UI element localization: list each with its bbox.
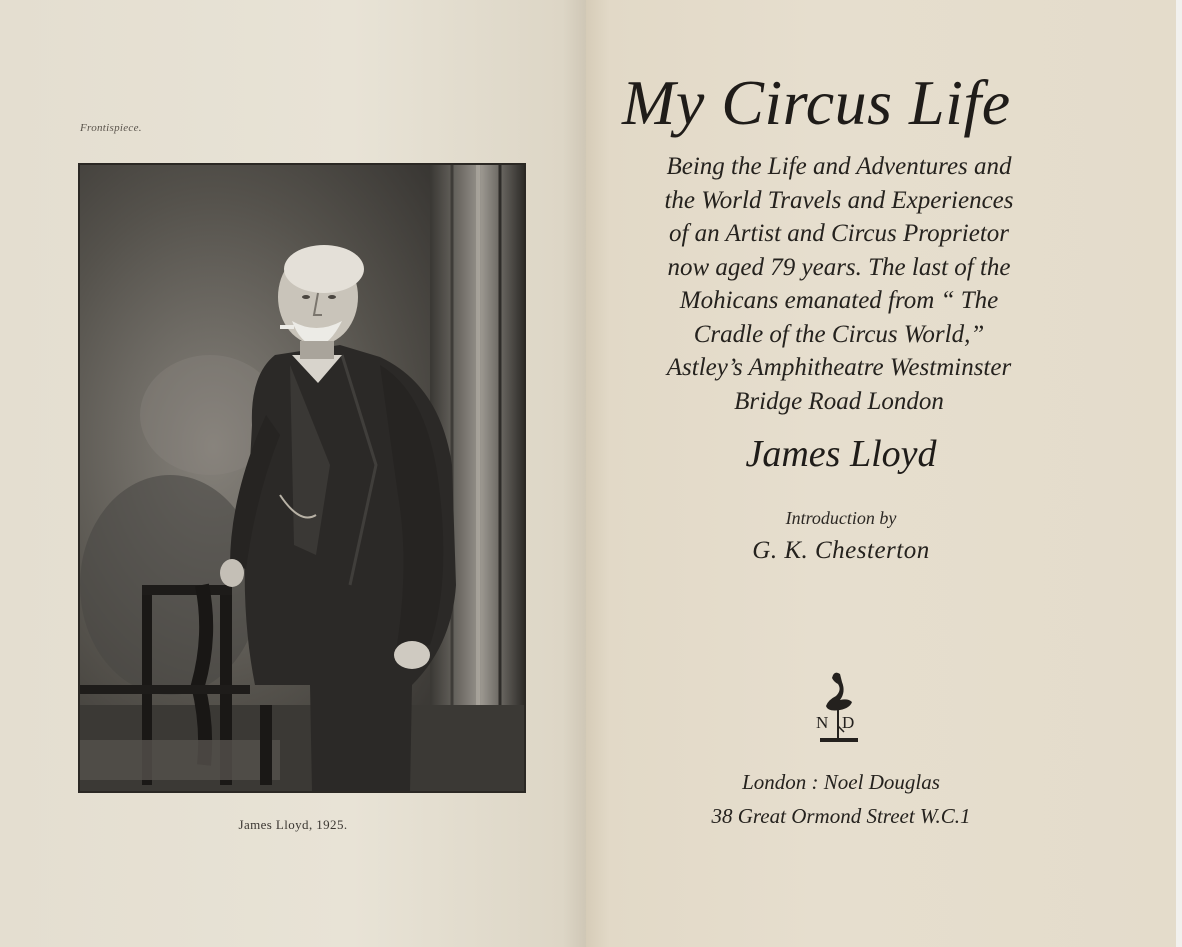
subtitle-line: Astley’s Amphitheatre Westminster (666, 354, 1012, 381)
publisher-address: 38 Great Ormond Street W.C.1 (711, 804, 971, 828)
publisher-line: London : Noel Douglas (742, 770, 940, 794)
introduction-author: G. K. Chesterton (752, 537, 930, 564)
subtitle-line: of an Artist and Circus Proprietor (668, 220, 1010, 247)
subtitle-line: Cradle of the Circus World,” (693, 320, 985, 348)
portrait-illustration (80, 165, 524, 791)
logo-letter-d: D (842, 713, 855, 732)
portrait-photograph (78, 163, 526, 793)
publisher-flamingo-logo-icon (812, 668, 864, 748)
book-subtitle (624, 150, 1054, 418)
logo-letter-n: N (816, 713, 829, 732)
subtitle-line: Mohicans emanated from “ The (679, 287, 999, 314)
page-edge (1176, 0, 1182, 947)
subtitle-line: now aged 79 years. The last of the (667, 253, 1011, 281)
subtitle-line: Being the Life and Adventures and (666, 153, 1012, 180)
author-name: James Lloyd (745, 433, 937, 475)
subtitle-line: Bridge Road London (734, 387, 944, 415)
frontispiece-label: Frontispiece. (80, 122, 142, 134)
book-title: My Circus Life (622, 67, 1011, 138)
introduction-label: Introduction by (785, 508, 897, 528)
subtitle-line: the World Travels and Experiences (664, 186, 1014, 214)
photo-caption: James Lloyd, 1925. (238, 817, 348, 832)
